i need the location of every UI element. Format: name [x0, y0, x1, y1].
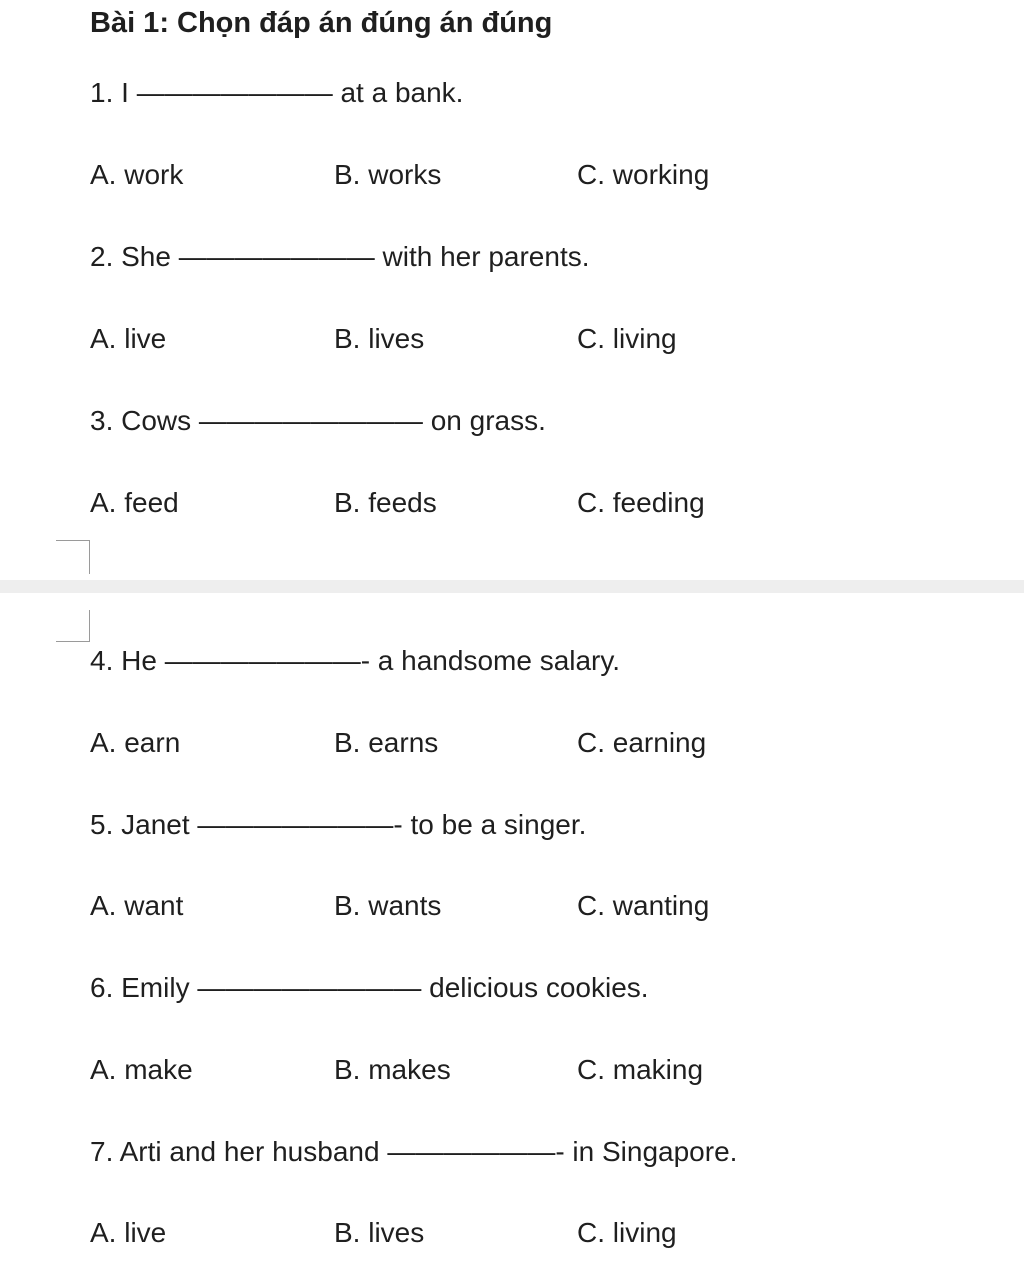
option-a: A. live	[90, 1217, 167, 1248]
document-page-2	[0, 593, 1024, 1280]
option-b: B. wants	[334, 890, 442, 921]
option-a: A. earn	[90, 727, 181, 758]
option-a: A. make	[90, 1054, 193, 1085]
option-c: C. earning	[577, 727, 707, 758]
option-b: B. makes	[334, 1054, 451, 1085]
option-b: B. lives	[334, 323, 425, 354]
option-a: A. work	[90, 159, 184, 190]
question-7: 7. Arti and her husband ——————- in Singapore.	[90, 1136, 738, 1167]
option-c: C. feeding	[577, 487, 705, 518]
option-b: B. feeds	[334, 487, 437, 518]
question-1: 1. I ——————— at a bank.	[90, 77, 464, 108]
option-c: C. making	[577, 1054, 704, 1085]
option-c: C. living	[577, 323, 677, 354]
question-2: 2. She ——————— with her parents.	[90, 241, 590, 272]
option-b: B. works	[334, 159, 442, 190]
option-c: C. working	[577, 159, 710, 190]
exercise-title: Bài 1: Chọn đáp án đúng án đúng	[90, 7, 553, 39]
question-6: 6. Emily ———————— delicious cookies.	[90, 972, 649, 1003]
document-page-1	[0, 0, 1024, 580]
option-a: A. want	[90, 890, 184, 921]
question-5: 5. Janet ———————- to be a singer.	[90, 809, 587, 840]
page-corner-marker	[56, 540, 90, 574]
option-b: B. earns	[334, 727, 439, 758]
option-c: C. living	[577, 1217, 677, 1248]
question-3: 3. Cows ———————— on grass.	[90, 405, 546, 436]
option-a: A. live	[90, 323, 167, 354]
question-4: 4. He ———————- a handsome salary.	[90, 645, 621, 676]
option-c: C. wanting	[577, 890, 710, 921]
page-corner-marker	[56, 610, 90, 642]
option-b: B. lives	[334, 1217, 425, 1248]
page-break	[0, 580, 1024, 593]
option-a: A. feed	[90, 487, 179, 518]
